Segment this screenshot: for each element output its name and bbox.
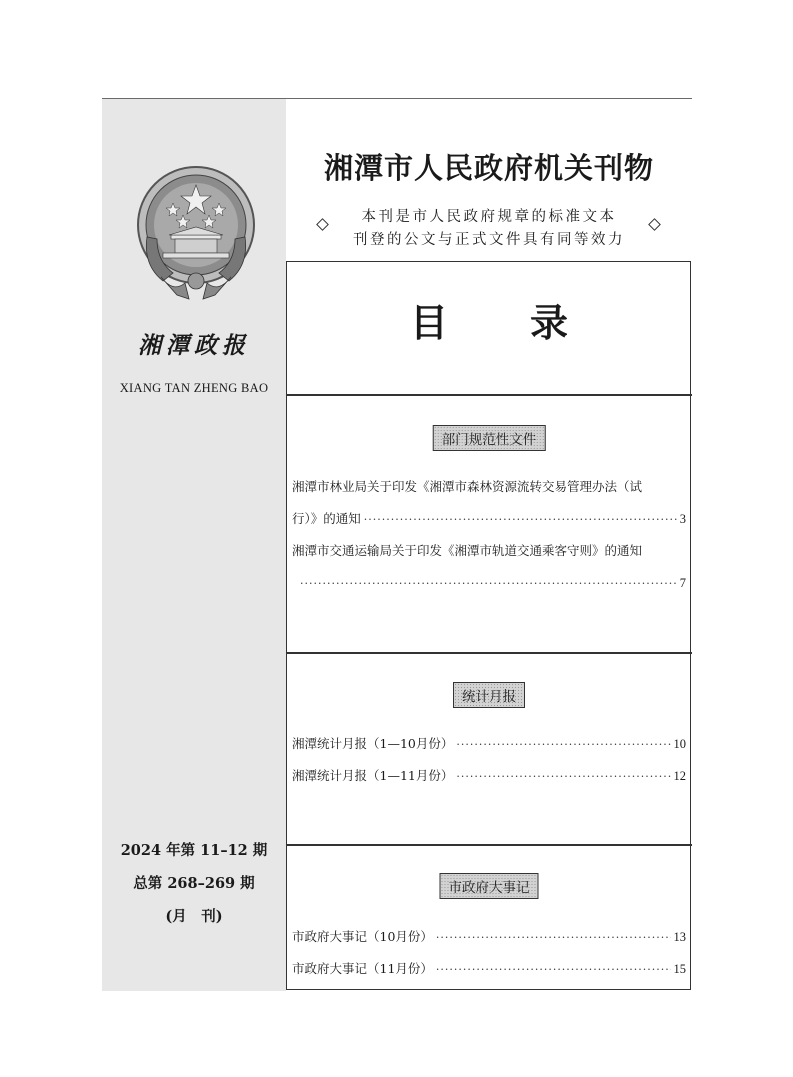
national-emblem-icon xyxy=(133,165,259,305)
toc-entry[interactable] xyxy=(292,542,686,560)
toc-entry-title-line: 湘潭市交通运输局关于印发《湘潭市轨道交通乘客守则》的通知 xyxy=(292,543,643,558)
dot-leader xyxy=(436,961,671,979)
toc-entry[interactable] xyxy=(300,574,686,593)
page-number: 7 xyxy=(679,576,686,590)
section-label-government-events: 市政府大事记 xyxy=(440,873,539,899)
publication-title: 湘潭市人民政府机关刊物 xyxy=(323,151,654,185)
dot-leader xyxy=(456,768,670,786)
page-number: 12 xyxy=(673,769,686,783)
toc-entry[interactable] xyxy=(292,510,686,529)
journal-pinyin: XIANG TAN ZHENG BAO xyxy=(119,381,269,395)
dot-leader xyxy=(300,575,677,593)
dot-leader xyxy=(456,736,670,754)
toc-entry-title: 湘潭统计月报（1—10月份） xyxy=(292,736,454,751)
page-number: 10 xyxy=(673,737,686,751)
toc-divider xyxy=(286,394,692,396)
issue-number: 2024 年第 11–12 期 xyxy=(120,842,268,859)
toc-entry-title-line: 湘潭市林业局关于印发《湘潭市森林资源流转交易管理办法（试 xyxy=(292,479,643,494)
toc-divider xyxy=(286,844,692,846)
toc-entry[interactable] xyxy=(292,478,686,496)
toc-divider xyxy=(286,652,692,654)
toc-heading: 目 录 xyxy=(409,300,590,345)
journal-name: 湘潭政报 xyxy=(138,332,250,359)
tagline-line-2: 刊登的公文与正式文件具有同等效力 xyxy=(353,232,625,248)
section-label-normative-documents: 部门规范性文件 xyxy=(433,425,546,451)
page-number: 3 xyxy=(679,512,686,526)
sidebar xyxy=(102,99,286,991)
toc-entry-title-line: 行）》的通知 xyxy=(292,511,361,526)
page-number: 13 xyxy=(673,930,686,944)
section-label-statistics-monthly: 统计月报 xyxy=(453,682,525,708)
toc-entry[interactable] xyxy=(292,767,686,786)
page-number: 15 xyxy=(673,962,686,976)
toc-entry[interactable] xyxy=(292,928,686,947)
publication-frequency: (月 刊) xyxy=(165,908,223,925)
toc-entry[interactable] xyxy=(292,735,686,754)
total-issue-number: 总第 268–269 期 xyxy=(133,875,255,892)
toc-entry[interactable] xyxy=(292,960,686,979)
toc-entry-title: 市政府大事记（10月份） xyxy=(292,929,433,944)
toc-entry-title: 市政府大事记（11月份） xyxy=(292,961,433,976)
dot-leader xyxy=(436,929,671,947)
tagline-line-1: 本刊是市人民政府规章的标准文本 xyxy=(361,209,617,225)
dot-leader xyxy=(364,511,677,529)
toc-entry-title: 湘潭统计月报（1—11月份） xyxy=(292,768,454,783)
